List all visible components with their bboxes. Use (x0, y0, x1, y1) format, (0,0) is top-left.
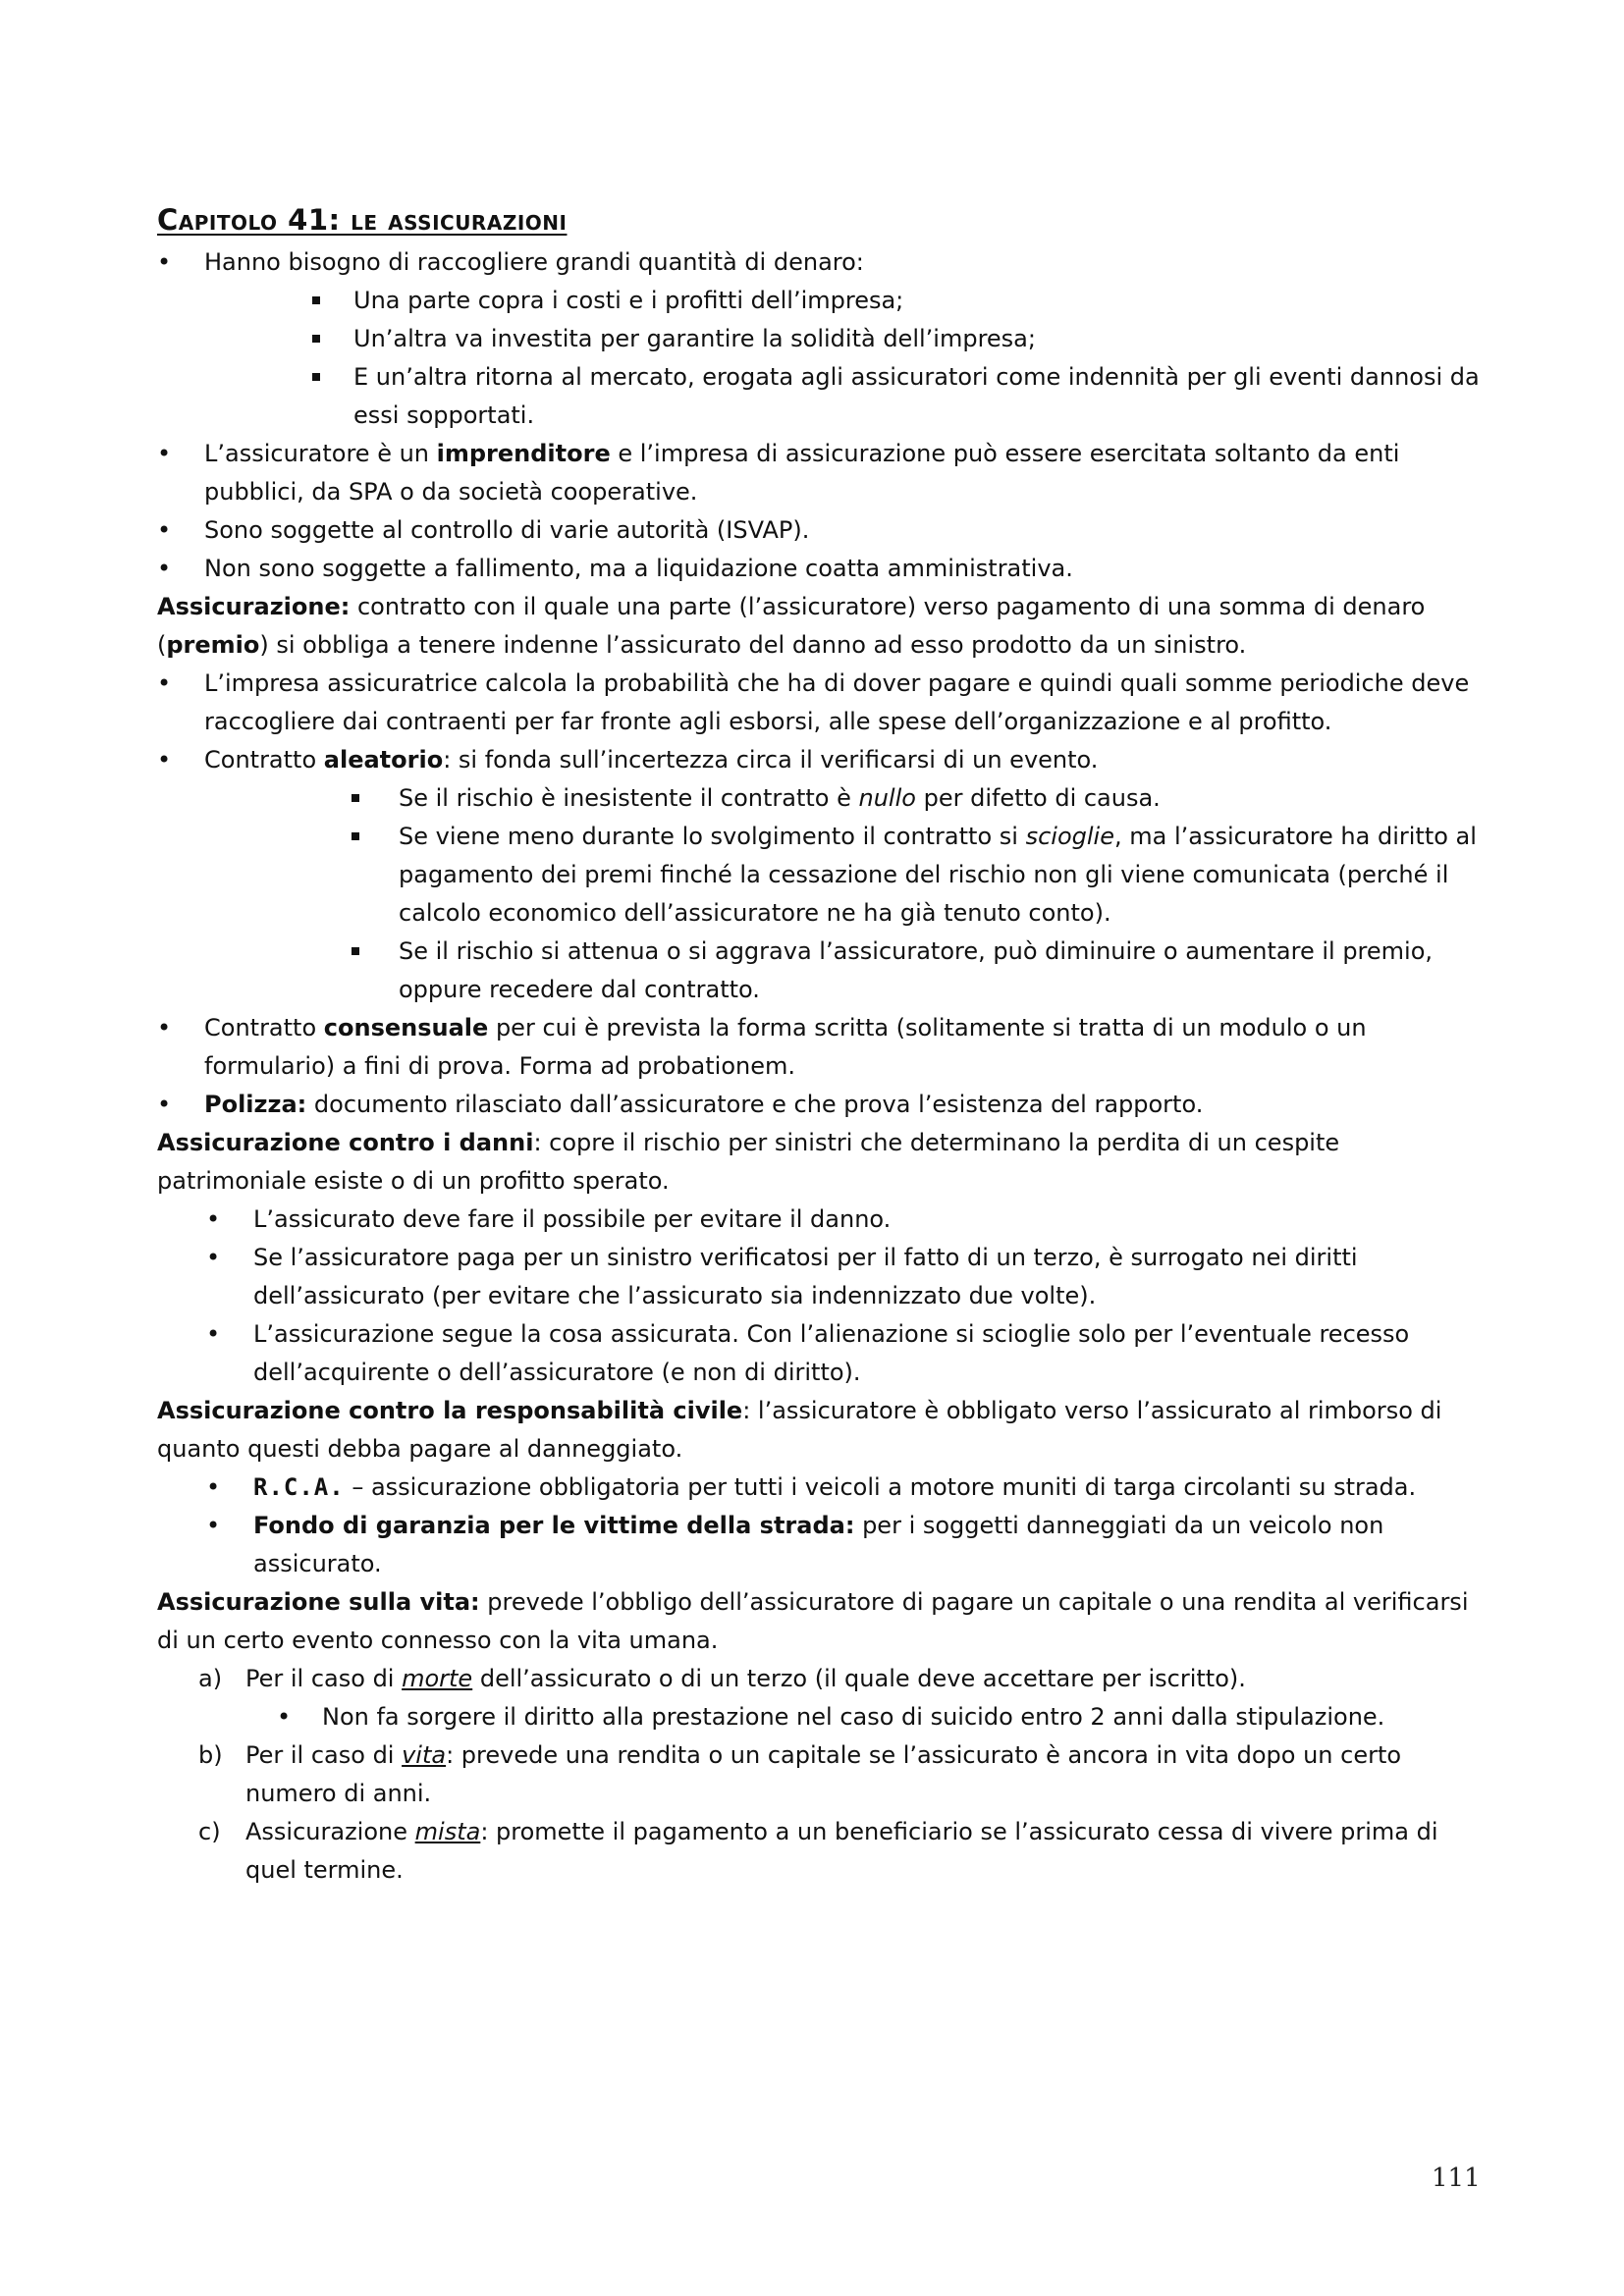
text-run: Per il caso di (245, 1665, 403, 1692)
text-run: documento rilasciato dall’assicuratore e che prova l’esistenza del rapporto. (306, 1091, 1204, 1118)
list-item-text: Se l’assicuratore paga per un sinistro verificatosi per il fatto di un terzo, è surrogato nei diritti dell’assicurato (per evitare che l’assicurato sia indennizzato due volte). (253, 1244, 1358, 1309)
list-item-text: E un’altra ritorna al mercato, erogata agli assicuratori come indennità per gli eventi dannosi da essi sopportati. (353, 363, 1480, 429)
bullet-icon: • (157, 440, 172, 467)
bullet-icon: • (206, 1320, 221, 1348)
text-run: contratto con il quale una parte (l’assicuratore) verso pagamento di una somma di denaro ( (157, 593, 1426, 659)
bold-term: Assicurazione contro i danni (157, 1129, 534, 1156)
bullet-icon: • (206, 1473, 221, 1501)
chapter-title: Capitolo 41: le assicurazioni (157, 203, 568, 237)
list-item (157, 1813, 1483, 1890)
text-run: : promette il pagamento a un beneficiario se l’assicurato cessa di vivere prima di quel termine. (245, 1818, 1438, 1884)
text-run: e l’impresa di assicurazione può essere esercitata soltanto da enti pubblici, da SPA o da società cooperative. (204, 440, 1400, 506)
square-bullet-icon (312, 335, 320, 343)
bold-term: consensuale (323, 1014, 489, 1041)
list-item (157, 358, 1483, 435)
list-item-text: Un’altra va investita per garantire la solidità dell’impresa; (353, 325, 1036, 352)
list-label: b) (198, 1741, 223, 1769)
bold-term: aleatorio (323, 746, 444, 774)
page-number: 111 (1432, 2163, 1481, 2193)
text-run: Se viene meno durante lo svolgimento il contratto si (399, 823, 1026, 850)
list-item (157, 1736, 1483, 1813)
list-item (157, 779, 1483, 818)
document-body (157, 200, 1483, 1890)
text-run: per cui è prevista la forma scritta (solitamente si tratta di un modulo o un formulario) a fini di prova. Forma ad probationem. (204, 1014, 1367, 1080)
square-bullet-icon (312, 296, 320, 304)
bullet-icon: • (206, 1205, 221, 1233)
bold-term: imprenditore (436, 440, 611, 467)
bullet-icon: • (206, 1244, 221, 1271)
list-item-text: Non fa sorgere il diritto alla prestazione nel caso di suicido entro 2 anni dalla stipulazione. (322, 1703, 1385, 1731)
definition-paragraph (157, 1392, 1483, 1468)
text-run: : l’assicuratore è obbligato verso l’assicurato al rimborso di quanto questi debba pagare al danneggiato. (157, 1397, 1442, 1463)
square-bullet-icon (312, 373, 320, 381)
list-item-text: L’impresa assicuratrice calcola la probabilità che ha di dover pagare e quindi quali somme periodiche deve raccogliere dai contraenti per far fronte agli esborsi, alle spese dell’organizzazione e al profitto. (204, 669, 1470, 735)
list-item (157, 1239, 1483, 1315)
bullet-icon: • (157, 669, 172, 697)
italic-term: mista (414, 1818, 481, 1845)
square-bullet-icon (352, 947, 359, 955)
list-item (157, 550, 1483, 588)
list-item (157, 741, 1483, 779)
list-item (157, 1009, 1483, 1086)
bold-term: R.C.A. (253, 1473, 345, 1501)
list-item (157, 243, 1483, 282)
text-run: , ma l’assicuratore ha diritto al pagamento dei premi finché la cessazione del rischio non gli viene comunicata (perché il calcolo economico dell’assicuratore ne ha già tenuto conto). (399, 823, 1477, 927)
list-item (157, 1201, 1483, 1239)
list-item (157, 1507, 1483, 1583)
italic-term: nullo (858, 784, 916, 812)
text-run: Se il rischio si attenua o si aggrava l’assicuratore, può diminuire o aumentare il premio, oppure recedere dal contratto. (399, 937, 1434, 1003)
bullet-icon: • (157, 1091, 172, 1118)
list-item-text: Non sono soggette a fallimento, ma a liquidazione coatta amministrativa. (204, 555, 1073, 582)
definition-paragraph (157, 1583, 1483, 1660)
text-run: L’assicuratore è un (204, 440, 437, 467)
square-bullet-icon (352, 794, 359, 802)
text-run: Contratto (204, 1014, 324, 1041)
list-item (157, 665, 1483, 741)
text-run: Assicurazione (245, 1818, 415, 1845)
list-item-text: L’assicurazione segue la cosa assicurata. Con l’alienazione si scioglie solo per l’eventuale recesso dell’acquirente o dell’assicuratore (e non di diritto). (253, 1320, 1410, 1386)
italic-term: scioglie (1025, 823, 1114, 850)
list-item (157, 511, 1483, 550)
italic-term: vita (402, 1741, 447, 1769)
text-run: Contratto (204, 746, 324, 774)
bullet-icon: • (157, 516, 172, 544)
list-item-text: Una parte copra i costi e i profitti dell’impresa; (353, 287, 904, 314)
text-run: : prevede una rendita o un capitale se l’assicurato è ancora in vita dopo un certo numero di anni. (245, 1741, 1402, 1807)
list-item (157, 818, 1483, 933)
text-run: dell’assicurato o di un terzo (il quale deve accettare per iscritto). (472, 1665, 1246, 1692)
text-run: per i soggetti danneggiati da un veicolo non assicurato. (253, 1512, 1384, 1577)
bullet-icon: • (157, 746, 172, 774)
bold-term: Assicurazione sulla vita: (157, 1588, 480, 1616)
bold-term: Polizza: (204, 1091, 307, 1118)
bullet-icon: • (157, 248, 172, 276)
list-item-text: Hanno bisogno di raccogliere grandi quantità di denaro: (204, 248, 864, 276)
text-run: : si fonda sull’incertezza circa il verificarsi di un evento. (443, 746, 1099, 774)
definition-paragraph (157, 588, 1483, 665)
square-bullet-icon (352, 832, 359, 840)
definition-paragraph (157, 1124, 1483, 1201)
list-item (157, 1086, 1483, 1124)
italic-term: morte (402, 1665, 473, 1692)
list-label: c) (198, 1818, 221, 1845)
list-item (157, 1315, 1483, 1392)
list-label: a) (198, 1665, 223, 1692)
bold-term: Assicurazione contro la responsabilità civile (157, 1397, 743, 1424)
list-item (157, 282, 1483, 320)
list-item (157, 320, 1483, 358)
list-item (157, 1660, 1483, 1698)
text-run: Se il rischio è inesistente il contratto è (399, 784, 859, 812)
bold-term: premio (166, 631, 260, 659)
list-item-text: L’assicurato deve fare il possibile per evitare il danno. (253, 1205, 892, 1233)
bold-term: Assicurazione: (157, 593, 351, 620)
bold-term: Fondo di garanzia per le vittime della strada: (253, 1512, 855, 1539)
text-run: per difetto di causa. (915, 784, 1161, 812)
list-item-text: Sono soggette al controllo di varie autorità (ISVAP). (204, 516, 810, 544)
text-run: ) si obbliga a tenere indenne l’assicurato del danno ad esso prodotto da un sinistro. (259, 631, 1247, 659)
list-item (157, 1698, 1483, 1736)
list-item (157, 933, 1483, 1009)
text-run: Per il caso di (245, 1741, 403, 1769)
text-run: : copre il rischio per sinistri che determinano la perdita di un cespite patrimoniale esiste o di un profitto sperato. (157, 1129, 1340, 1195)
bullet-icon: • (277, 1703, 292, 1731)
text-run: prevede l’obbligo dell’assicuratore di pagare un capitale o una rendita al verificarsi di un certo evento connesso con la vita umana. (157, 1588, 1469, 1654)
bullet-icon: • (157, 1014, 172, 1041)
bullet-icon: • (206, 1512, 221, 1539)
text-run: – assicurazione obbligatoria per tutti i veicoli a motore muniti di targa circolanti su strada. (344, 1473, 1417, 1501)
list-item (157, 435, 1483, 511)
bullet-icon: • (157, 555, 172, 582)
list-item (157, 1468, 1483, 1507)
